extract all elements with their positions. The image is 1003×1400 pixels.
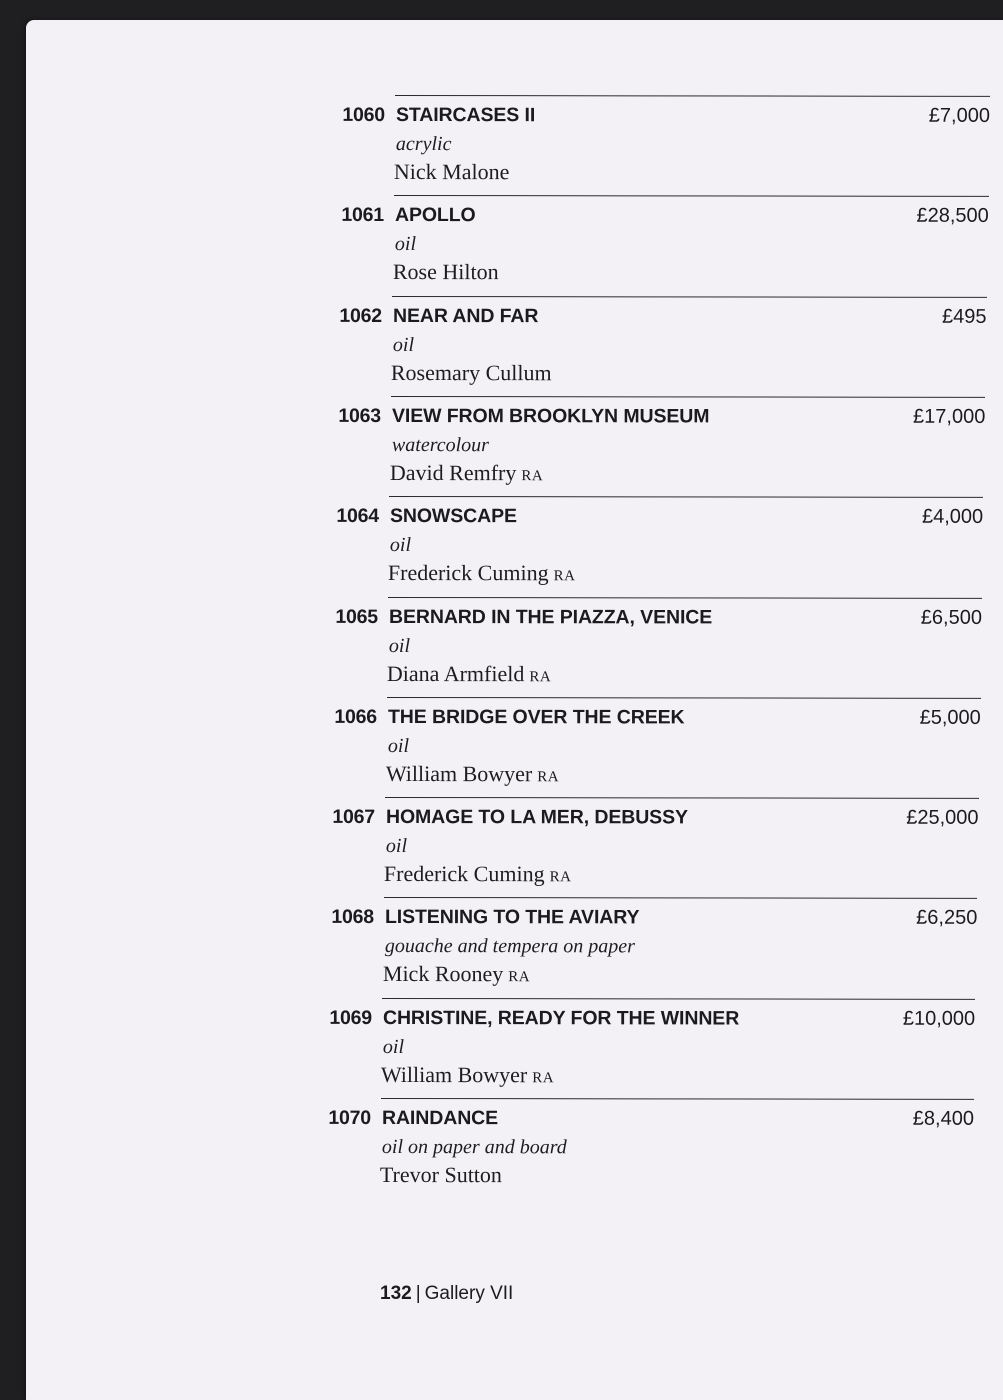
catalogue-entry [381, 1098, 974, 1200]
artist-honours: RA [550, 869, 572, 885]
entry-price: £17,000 [913, 406, 985, 429]
entry-artist [380, 1162, 507, 1188]
entry-medium: oil [383, 1036, 404, 1059]
entry-title: APOLLO [395, 204, 476, 227]
catalogue-entry [386, 697, 980, 799]
artist-name: Diana Armfield [387, 660, 525, 685]
entry-number: 1067 [325, 806, 375, 829]
artist-name: Rose Hilton [392, 259, 498, 284]
artist-name: William Bowyer [381, 1062, 527, 1087]
entry-artist [384, 861, 572, 887]
entry-price: £4,000 [922, 506, 983, 529]
entry-divider [384, 897, 977, 899]
entry-number: 1066 [327, 706, 377, 729]
entry-price: £8,400 [913, 1108, 974, 1131]
entry-medium: oil [393, 334, 414, 357]
entry-price: £5,000 [919, 707, 980, 730]
entry-artist [387, 660, 551, 686]
entry-artist [381, 1062, 554, 1088]
artist-name: William Bowyer [385, 761, 531, 786]
entry-title: CHRISTINE, READY FOR THE WINNER [383, 1007, 739, 1030]
entry-number: 1069 [322, 1007, 372, 1030]
entry-divider [387, 697, 981, 699]
entry-divider [392, 296, 987, 298]
entry-price: £495 [942, 305, 987, 328]
artist-honours: RA [533, 1070, 555, 1086]
catalogue-entry [385, 797, 979, 899]
entry-price: £7,000 [929, 105, 990, 128]
artist-name: Mick Rooney [383, 961, 503, 986]
artist-honours: RA [554, 568, 576, 584]
page-footer [380, 1283, 513, 1305]
page-number: 132 [380, 1283, 412, 1304]
entry-price: £25,000 [906, 807, 978, 830]
entry-number: 1068 [324, 906, 374, 929]
entry-divider [395, 95, 990, 97]
entry-number: 1064 [329, 505, 379, 528]
entry-title: LISTENING TO THE AVIARY [385, 906, 640, 929]
entry-artist [385, 761, 558, 787]
entry-title: NEAR AND FAR [393, 305, 538, 328]
entry-number: 1060 [335, 104, 385, 127]
entry-medium: oil on paper and board [382, 1136, 567, 1159]
entry-number: 1070 [321, 1107, 371, 1130]
entry-divider [388, 597, 982, 599]
artist-name: Frederick Cuming [384, 861, 545, 886]
gallery-name: Gallery VII [425, 1283, 514, 1304]
entry-title: HOMAGE TO LA MER, DEBUSSY [386, 806, 688, 829]
entry-price: £10,000 [903, 1007, 975, 1030]
entry-medium: watercolour [392, 434, 489, 457]
entry-medium: acrylic [396, 133, 452, 156]
entry-title: STAIRCASES II [396, 104, 535, 127]
entry-medium: oil [390, 534, 411, 557]
entry-number: 1065 [328, 605, 378, 628]
entry-number: 1061 [334, 204, 384, 227]
entry-artist [388, 560, 576, 586]
entry-divider [391, 396, 985, 398]
entry-price: £6,500 [921, 606, 982, 629]
entry-divider [385, 797, 979, 799]
artist-name: Frederick Cuming [388, 560, 549, 585]
catalogue-entry [382, 998, 975, 1100]
catalogue-entry [391, 396, 986, 498]
entry-medium: oil [388, 735, 409, 758]
entry-title: BERNARD IN THE PIAZZA, VENICE [389, 606, 712, 629]
entry-artist [383, 961, 530, 987]
entry-title: THE BRIDGE OVER THE CREEK [388, 706, 685, 729]
entry-price: £28,500 [916, 205, 988, 228]
artist-honours: RA [529, 669, 551, 685]
catalogue-entry [395, 95, 990, 197]
entry-price: £6,250 [916, 907, 977, 930]
entry-title: RAINDANCE [382, 1107, 498, 1130]
entry-medium: gouache and tempera on paper [385, 935, 635, 958]
entry-medium: oil [389, 635, 410, 658]
artist-honours: RA [537, 769, 559, 785]
entry-medium: oil [386, 835, 407, 858]
entry-divider [381, 1098, 974, 1100]
entry-divider [389, 496, 983, 498]
artist-honours: RA [521, 468, 543, 484]
catalogue-entry [384, 897, 978, 999]
catalogue-entry [388, 597, 982, 699]
catalogue-entry [389, 496, 983, 598]
entry-number: 1062 [332, 305, 382, 328]
entry-number: 1063 [331, 405, 381, 428]
footer-separator: | [416, 1283, 421, 1304]
entry-medium: oil [395, 233, 416, 256]
artist-name: David Remfry [390, 460, 517, 485]
artist-honours: RA [508, 970, 530, 986]
entry-title: SNOWSCAPE [390, 505, 517, 528]
artist-name: Trevor Sutton [380, 1162, 502, 1187]
entry-divider [394, 195, 989, 197]
entry-artist [392, 259, 503, 285]
catalogue-entry [393, 195, 988, 297]
entry-title: VIEW FROM BROOKLYN MUSEUM [392, 405, 709, 428]
artist-name: Rosemary Cullum [391, 360, 552, 385]
catalogue-entry [392, 296, 987, 398]
entry-divider [382, 998, 975, 1000]
entry-artist [390, 460, 543, 486]
artist-name: Nick Malone [394, 159, 510, 184]
entry-artist [394, 159, 515, 185]
entry-artist [391, 360, 557, 386]
